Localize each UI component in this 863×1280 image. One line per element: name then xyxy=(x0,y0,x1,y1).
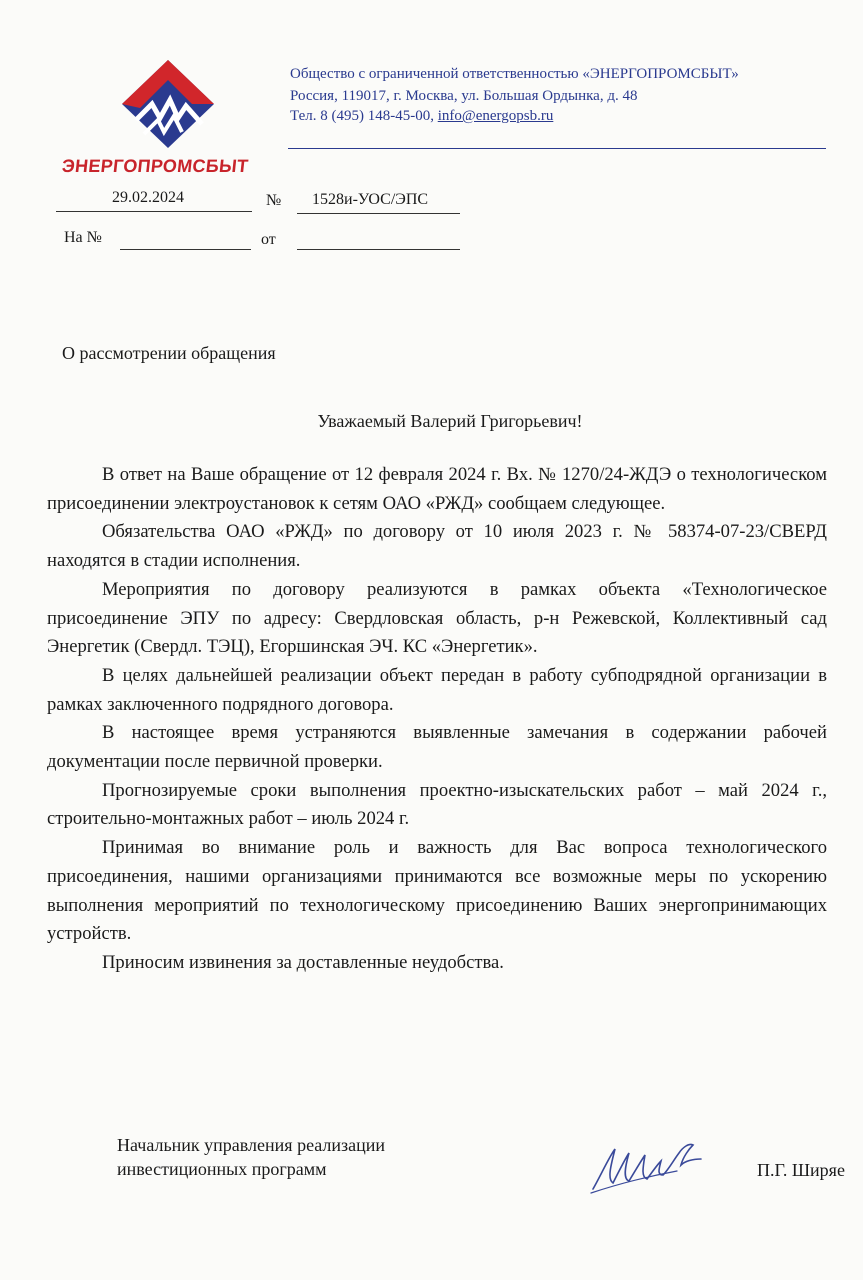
brand-name: ЭНЕРГОПРОМСБЫТ xyxy=(61,156,250,176)
org-phone: Тел. 8 (495) 148-45-00, xyxy=(290,108,438,124)
reply-number-underline xyxy=(120,249,251,250)
paragraph: Приносим извинения за доставленные неудобства. xyxy=(102,951,504,973)
paragraph: В ответ на Ваше обращение от 12 февраля 2024 г. Вх. № 1270/24-ЖДЭ о технологическом присоединении электроустановок к сетям ОАО «РЖД» сообщаем следующее. xyxy=(47,464,827,514)
paragraph: В настоящее время устраняются выявленные замечания в содержании рабочей документации после первичной проверки. xyxy=(47,722,827,773)
reply-to-label: На № xyxy=(64,229,102,246)
reply-date-underline xyxy=(297,249,460,250)
org-address: Россия, 119017, г. Москва, ул. Большая Ордынка, д. 48 xyxy=(290,88,638,104)
paragraph: В целях дальнейшей реализации объект передан в работу субподрядной организации в рамках заключенного подрядного договора. xyxy=(47,664,827,715)
company-logo xyxy=(122,60,214,148)
org-name: Общество с ограниченной ответственностью «ЭНЕРГОПРОМСБЫТ» xyxy=(290,66,739,82)
paragraph: Мероприятия по договору реализуются в рамках объекта «Технологическое присоединение ЭПУ по адресу: Свердловская область, р-н Режевской, Коллективный сад Энергетик (Свердл. ТЭЦ), Егоршинская ЭЧ. КС «Энергетик». xyxy=(47,578,827,658)
paragraph: Принимая во внимание роль и важность для Вас вопроса технологического присоединения, нашими организациями принимаются все возможные меры по ускорению выполнения мероприятий по технологическому присоединению Ваших энергопринимающих устройств. xyxy=(47,837,827,945)
handwritten-signature xyxy=(585,1135,710,1197)
outgoing-date: 29.02.2024 xyxy=(112,189,184,206)
signatory-position xyxy=(117,1133,385,1181)
outgoing-number: 1528и-УОС/ЭПС xyxy=(312,191,429,208)
letter-subject: О рассмотрении обращения xyxy=(62,343,276,363)
letter-greeting: Уважаемый Валерий Григорьевич! xyxy=(317,411,583,431)
from-label: от xyxy=(261,231,276,248)
header-divider xyxy=(288,148,826,149)
paragraph: Обязательства ОАО «РЖД» по договору от 10 июля 2023 г. № 58374-07-23/СВЕРД находятся в стадии исполнения. xyxy=(47,521,827,572)
org-contacts xyxy=(290,106,553,126)
paragraph: Прогнозируемые сроки выполнения проектно-изыскательских работ – май 2024 г., строительно-монтажных работ – июль 2024 г. xyxy=(47,779,827,830)
number-underline xyxy=(297,213,460,214)
number-label: № xyxy=(266,192,282,209)
position-line: инвестиционных программ xyxy=(117,1159,327,1179)
org-email-link[interactable]: info@energopsb.ru xyxy=(437,108,554,124)
letter-body xyxy=(47,461,827,978)
position-line: Начальник управления реализации xyxy=(117,1135,386,1155)
signatory-name: П.Г. Ширяе xyxy=(757,1160,845,1180)
date-underline xyxy=(56,211,252,212)
